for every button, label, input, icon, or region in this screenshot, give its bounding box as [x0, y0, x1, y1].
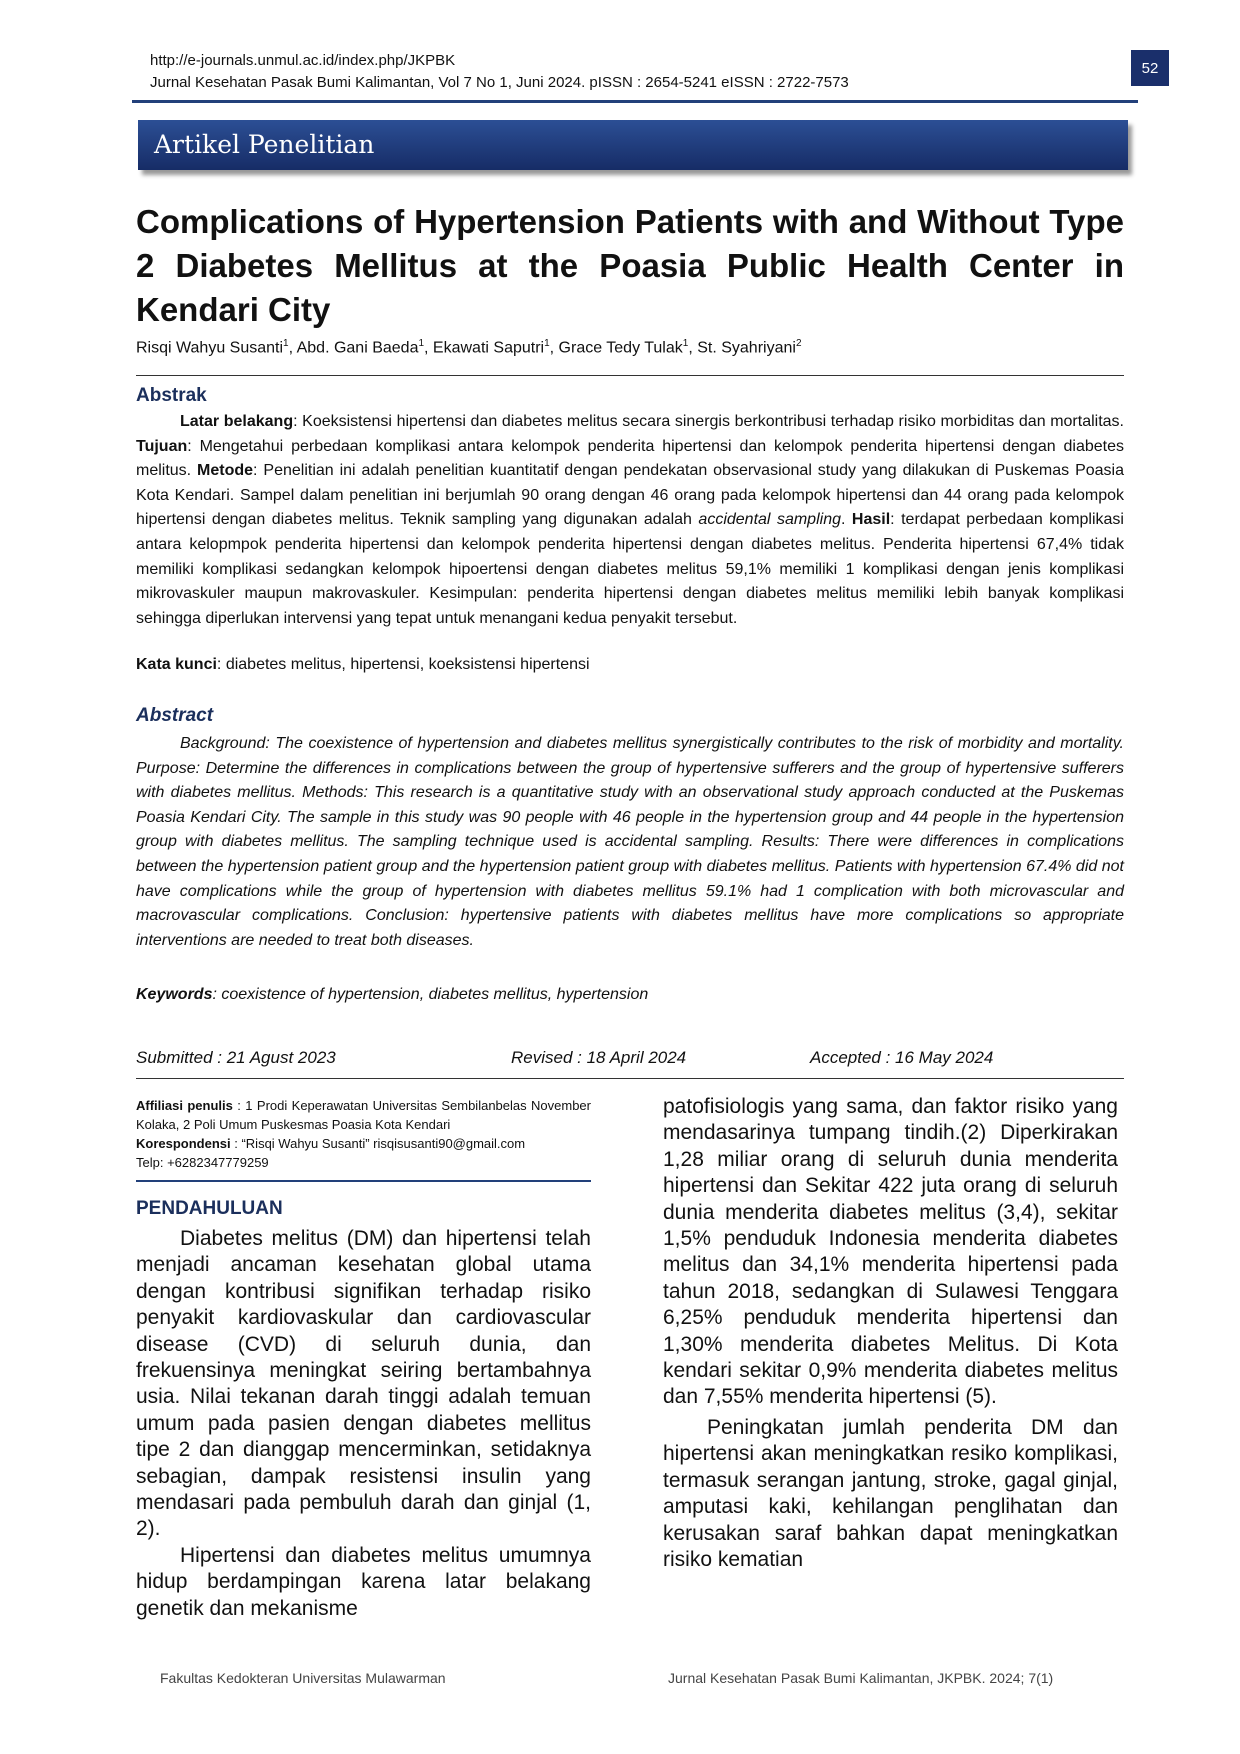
abstract-body: [136, 732, 1124, 953]
journal-info-line: Jurnal Kesehatan Pasak Bumi Kalimantan, Vol 7 No 1, Juni 2024. pISSN : 2654-5241 eISSN : 2722-7573: [150, 74, 849, 91]
footer-journal: Jurnal Kesehatan Pasak Bumi Kalimantan, JKPBK. 2024; 7(1): [668, 1670, 1054, 1686]
author-name: , Grace Tedy Tulak: [549, 339, 683, 357]
author-list: [136, 338, 802, 357]
kata-kunci-text: : diabetes melitus, hipertensi, koeksistensi hipertensi: [216, 656, 590, 673]
abstract-heading: Abstract: [136, 705, 214, 726]
author-affil-mark: 1: [682, 338, 689, 349]
author-name: , Abd. Gani Baeda: [288, 339, 419, 357]
hasil-text: : terdapat perbedaan komplikasi antara kelopmpok penderita hipertensi dan kelompok penderita hipertensi dengan diabetes melitus. Penderita hipertensi 67,4% tidak memiliki komplikasi sedangkan kelompok hipoertensi dengan diabetes melitus 59,1% memiliki 1 komplikasi dengan jenis komplikasi mikrovaskuler maupun makrovaskuler. Kesimpulan: penderita hipertensi dengan diabetes melitus memiliki lebih banyak komplikasi sehingga diperlukan intervensi yang tepat untuk menangani kedua penyakit tersebut.: [136, 511, 1124, 627]
hasil-label: Hasil: [851, 511, 891, 529]
dates-divider: [136, 1078, 1124, 1079]
metode-label: Metode: [197, 462, 254, 480]
author-affil-mark: 1: [283, 338, 289, 349]
body-paragraph: Peningkatan jumlah penderita DM dan hipertensi akan meningkatkan resiko komplikasi, termasuk serangan jantung, stroke, gagal ginjal, amputasi kaki, kehilangan penglihatan dan kerusakan saraf bahkan dapat meningkatkan risiko kematian: [663, 1415, 1118, 1571]
affiliation-block: [136, 1096, 591, 1172]
pendahuluan-heading: PENDAHULUAN: [136, 1198, 283, 1219]
abstrak-heading: Abstrak: [136, 385, 207, 406]
keywords-text: : coexistence of hypertension, diabetes mellitus, hypertension: [212, 986, 649, 1003]
author-name: Risqi Wahyu Susanti: [136, 339, 284, 357]
submitted-date: Submitted : 21 Agust 2023: [136, 1048, 336, 1067]
metode-end: .: [840, 511, 852, 529]
author-affil-mark: 1: [418, 338, 425, 349]
abstrak-body: [136, 410, 1124, 631]
affiliation-rule: [136, 1180, 591, 1182]
body-paragraph: Diabetes melitus (DM) dan hipertensi telah menjadi ancaman kesehatan global utama dengan kontribusi signifikan terhadap risiko penyakit kardiovaskular dan cardiovascular disease (CVD) di seluruh dunia, dan frekuensinya meningkat seiring bertambahnya usia. Nilai tekanan darah tinggi adalah temuan umum pada pasien dengan diabetes mellitus tipe 2 dan dianggap mencerminkan, setidaknya sebagian, dampak resistensi insulin yang mendasari pada pembuluh darah dan ginjal (1, 2).: [136, 1227, 591, 1541]
abstract-text-a: Background: The coexistence of hypertension and diabetes mellitus synergistically contributes to the risk of morbidity and mortality. Purpose:: [136, 735, 1124, 777]
affil-label: Affiliasi penulis: [136, 1098, 233, 1113]
page-number-badge: 52: [1131, 50, 1169, 86]
header-rule: [132, 100, 1138, 103]
tujuan-label: Tujuan: [136, 437, 188, 455]
korespondensi-text: : “Risqi Wahyu Susanti” risqisusanti90@gmail.com: [230, 1136, 526, 1151]
tujuan-text: : Mengetahui perbedaan komplikasi antara kelompok penderita hipertensi dan kelompok penderita hipertensi dengan diabetes melitus.: [136, 437, 1124, 480]
affil-text: : 1 Prodi Keperawatan Universitas Sembilanbelas November Kolaka, 2 Poli Umum Puskesmas Poasia Kota Kendari: [136, 1098, 591, 1132]
kata-kunci-label: Kata kunci: [136, 656, 217, 673]
kata-kunci-line: [136, 656, 590, 674]
author-name: , Ekawati Saputri: [424, 339, 545, 357]
author-name: , St. Syahriyani: [688, 339, 796, 357]
korespondensi-label: Korespondensi: [136, 1136, 231, 1151]
author-affil-mark: 2: [795, 338, 802, 349]
article-type-banner: Artikel Penelitian: [138, 120, 1128, 170]
footer-faculty: Fakultas Kedokteran Universitas Mulawarman: [160, 1670, 446, 1686]
article-title: Complications of Hypertension Patients with and Without Type 2 Diabetes Mellitus at the Poasia Public Health Center in Kendari City: [136, 203, 1124, 328]
journal-url[interactable]: http://e-journals.unmul.ac.id/index.php/JKPBK: [150, 52, 456, 69]
metode-text: : Penelitian ini adalah penelitian kuantitatif dengan pendekatan observasional study yang dilakukan di Puskemas Poasia Kota Kendari. Sampel dalam penelitian ini berjumlah 90 orang dengan 46 orang pada kelompok hipertensi dan 44 orang pada kelompok hipertensi dengan diabetes melitus. Teknik sampling yang digunakan adalah: [136, 462, 1124, 529]
latar-label: Latar belakang: [180, 413, 294, 430]
author-affil-mark: 1: [544, 338, 550, 349]
abstract-text-b: Determine the differences in complications between the group of hypertensive sufferers and the group of hypertensive sufferers with diabetes mellitus. Methods: This research is a quantitative study with an observational study approach conducted at the Puskemas Poasia Kendari City. The sample in this study was 90 people with 46 people in the hypertension group and 44 people in the hypertension group with diabetes mellitus. The sampling technique used is accidental sampling. Results: There were differences in complications between the hypertension patient group and the hypertension patient group with diabetes mellitus. Patients with hypertension 67.4% did not have complications while the group of hypertension with diabetes mellitus 59.1% had 1 complication with both microvascular and macrovascular complications. Conclusion: hypertensive patients with diabetes mellitus have more complications so appropriate interventions are needed to treat both diseases.: [136, 759, 1124, 949]
revised-date: Revised : 18 April 2024: [511, 1048, 687, 1067]
authors-divider: [136, 375, 1124, 376]
body-left-column: [136, 1226, 591, 1622]
metode-italic: accidental sampling: [698, 511, 841, 529]
latar-text: : Koeksistensi hipertensi dan diabetes melitus secara sinergis berkontribusi terhadap risiko morbiditas dan mortalitas.: [293, 413, 1124, 430]
accepted-date: Accepted : 16 May 2024: [810, 1048, 994, 1067]
body-paragraph: patofisiologis yang sama, dan faktor risiko yang mendasarinya tumpang tindih.(2) Diperkirakan 1,28 miliar orang di seluruh dunia menderita hipertensi dan Sekitar 422 juta orang di seluruh dunia menderita diabetes melitus (3,4), sekitar 1,5% penduduk Indonesia menderita diabetes melitus dan 34,1% menderita hipertensi pada tahun 2018, sedangkan di Sulawesi Tenggara 6,25% penduduk menderita hipertensi dan 1,30% menderita diabetes Melitus. Di Kota kendari sekitar 0,9% menderita diabetes melitus dan 7,55% menderita hipertensi (5).: [663, 1095, 1118, 1409]
body-paragraph: Hipertensi dan diabetes melitus umumnya hidup berdampingan karena latar belakang genetik dan mekanisme: [136, 1543, 591, 1620]
keywords-line: [136, 986, 648, 1004]
keywords-label: Keywords: [136, 986, 213, 1003]
body-right-column: [663, 1094, 1118, 1573]
telp-text: Telp: +6282347779259: [136, 1155, 269, 1170]
